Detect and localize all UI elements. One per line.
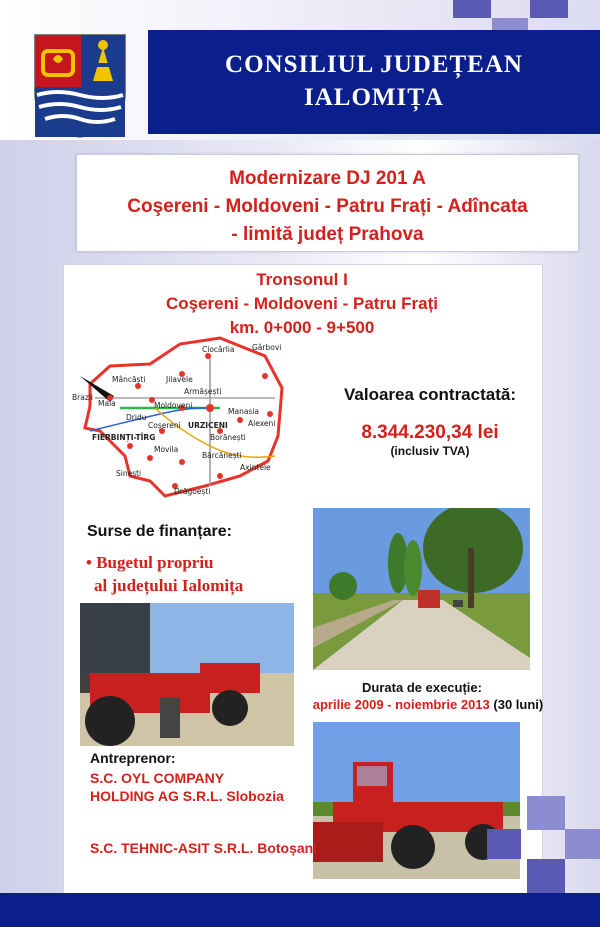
county-coat-of-arms <box>33 33 127 139</box>
map-label: Manasia <box>228 407 260 416</box>
footer-band <box>0 893 600 927</box>
contract-value-amount: 8.344.230,34 lei <box>361 422 499 443</box>
map-label: Armășești <box>184 387 222 396</box>
decorative-square <box>527 796 565 830</box>
header-band <box>148 30 600 134</box>
county-title: IALOMIȚA <box>304 84 444 111</box>
project-route-end: - limită județ Prahova <box>231 224 424 245</box>
decorative-square <box>565 829 600 859</box>
map-label: Gârbovi <box>252 343 282 352</box>
duration-value <box>308 697 548 712</box>
map-label: Dridu <box>126 413 147 422</box>
tractor-photo <box>80 603 294 746</box>
funding-line: al județului Ialomița <box>94 576 244 595</box>
duration-label: Durata de execuție: <box>362 680 482 695</box>
decorative-square <box>527 859 565 893</box>
map-label: Maia <box>98 399 116 408</box>
duration-period: aprilie 2009 - noiembrie 2013 <box>312 697 490 712</box>
project-title-box <box>76 154 579 252</box>
funding-label: Surse de finanțare: <box>87 523 232 540</box>
route-map <box>70 336 290 498</box>
decorative-square <box>487 829 521 859</box>
contractor-label: Antreprenor: <box>90 750 176 766</box>
vat-note: (inclusiv TVA) <box>390 444 470 458</box>
map-label: Movila <box>154 445 179 454</box>
section-km: km. 0+000 - 9+500 <box>229 318 375 337</box>
contractor-1 <box>90 769 284 805</box>
duration-months: (30 luni) <box>493 697 544 712</box>
map-label: Jilavele <box>166 375 193 384</box>
map-label: Brazii <box>72 393 93 402</box>
map-label: Drăgoești <box>174 487 211 496</box>
contractor-1-line: S.C. OYL COMPANY <box>90 770 225 786</box>
funding-source <box>86 551 243 597</box>
map-label: Moldoveni <box>154 401 193 410</box>
map-label: Alexeni <box>248 419 276 428</box>
contractor-2: S.C. TEHNIC-ASIT S.R.L. Botoșani <box>90 840 318 856</box>
contractor-1-line: HOLDING AG S.R.L. Slobozia <box>90 788 284 804</box>
section-title: Tronsonul I <box>256 270 348 289</box>
council-title: CONSILIUL JUDEȚEAN <box>225 51 523 78</box>
map-label: Bărcănești <box>202 451 242 460</box>
map-label: Axintele <box>240 463 271 472</box>
road-works-photo <box>313 508 530 670</box>
decorative-square <box>453 0 491 18</box>
decorative-square <box>530 0 568 18</box>
map-label: Mâncăști <box>112 375 146 384</box>
contract-value-label: Valoarea contractată: <box>344 385 516 404</box>
map-label: Borănești <box>210 433 246 442</box>
project-title: Modernizare DJ 201 A <box>229 168 426 189</box>
map-label: Coșereni <box>148 421 181 430</box>
map-label: URZICENI <box>188 421 228 430</box>
map-label: Ciocârlia <box>202 345 235 354</box>
decorative-square <box>492 18 528 30</box>
map-label: Sinești <box>116 469 142 478</box>
funding-line: • Bugetul propriu <box>86 553 214 572</box>
section-route: Coşereni - Moldoveni - Patru Frați <box>165 294 439 313</box>
project-route: Coşereni - Moldoveni - Patru Frați - Adîncata <box>127 196 528 217</box>
map-label: FIERBINȚI-TÎRG <box>92 433 156 442</box>
